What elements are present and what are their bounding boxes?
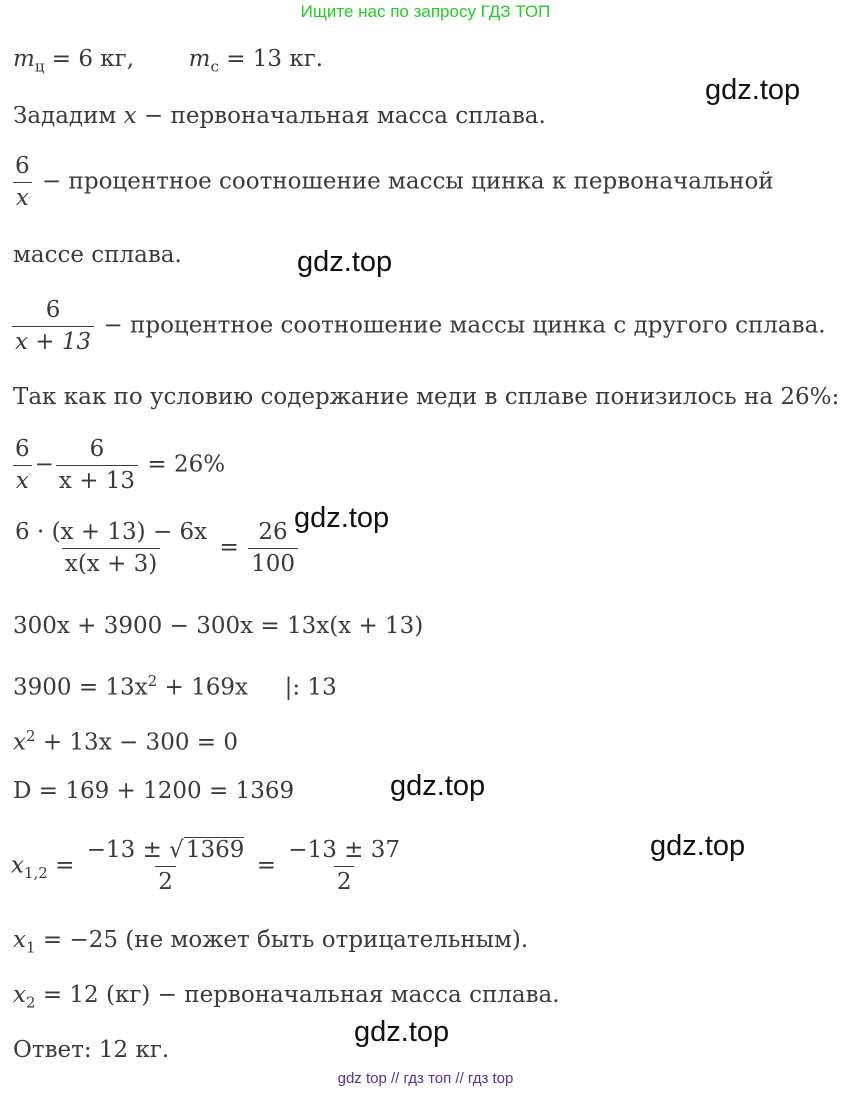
fraction-num: −13 ± √1369 [86, 837, 245, 863]
eq2-fraction-right [248, 518, 298, 579]
define-x-prefix: Зададим [13, 103, 117, 129]
ratio-1-cont: массе сплава. [13, 242, 182, 268]
eq5-rest: + 13x − 300 = 0 [42, 729, 238, 756]
fraction-6-over-x13 [12, 296, 94, 357]
roots-formula [11, 836, 405, 897]
answer: Ответ: 12 кг. [13, 1037, 170, 1063]
fraction-den: x [13, 465, 32, 496]
equation-1 [10, 435, 225, 496]
fraction-num: 26 [258, 519, 288, 545]
eq4-rest: + 169x [164, 674, 248, 701]
fraction-num: 6 · (x + 13) − 6x [15, 519, 208, 545]
fraction-den: 100 [248, 548, 298, 579]
watermark: gdz.top [294, 502, 390, 534]
discriminant: D = 169 + 1200 = 1369 [13, 778, 295, 804]
m-zinc-value: = 6 кг, [51, 46, 135, 72]
define-x-text: − первоначальная масса сплава. [143, 103, 546, 129]
fraction-num: 6 [15, 436, 30, 462]
eq7-fraction-37 [285, 836, 403, 897]
define-x-var: x [123, 103, 137, 129]
equation-2 [10, 518, 300, 579]
eq4-lhs: 3900 = 13x [13, 674, 148, 701]
eq7-equals-1: = [55, 852, 75, 879]
given-masses: $m_ц = 6$ кг, $m_с = 13$ кг. [13, 46, 324, 76]
eq2-equals: = [219, 534, 239, 561]
eq1-minus: − [34, 451, 54, 478]
equation-4 [13, 666, 337, 703]
eq1-fraction-a [12, 435, 33, 496]
eq9-subscript: 2 [25, 993, 36, 1012]
m-zinc-subscript: ц [34, 57, 45, 76]
watermark: gdz.top [650, 830, 746, 862]
eq8-var: x [13, 927, 26, 953]
fraction-6-over-x [12, 152, 33, 213]
eq7-var: x [11, 852, 24, 879]
watermark: gdz.top [297, 246, 393, 278]
root-1 [13, 925, 528, 963]
condition-text: Так как по условию содержание меди в сплаве понизилось на 26%: [13, 384, 840, 410]
eq9-var: x [13, 982, 26, 1008]
eq7-equals-2: = [256, 852, 276, 879]
fraction-den: x [13, 182, 32, 213]
sqrt-radicand: 1369 [185, 837, 245, 863]
fraction-den: x + 13 [12, 326, 94, 357]
ratio-2 [10, 296, 826, 357]
watermark: gdz.top [390, 770, 486, 802]
eq1-rhs: = 26% [147, 451, 226, 478]
eq2-fraction-left [12, 518, 210, 579]
fraction-num: −13 ± 37 [288, 837, 400, 863]
m-copper-value: = 13 кг. [226, 46, 324, 72]
ratio-2-text: − процентное соотношение массы цинка с другого сплава. [103, 312, 826, 339]
fraction-den: x(x + 3) [62, 548, 160, 579]
equation-3: 300x + 3900 − 300x = 13x(x + 13) [13, 613, 424, 639]
eq1-fraction-b [56, 435, 138, 496]
fraction-num: 6 [89, 436, 105, 462]
equation-5 [13, 721, 238, 758]
ratio-1-text: − процентное соотношение массы цинка к первоначальной [41, 168, 774, 195]
watermark: gdz.top [705, 74, 801, 106]
eq5-exponent: 2 [25, 727, 36, 745]
eq4-divide-note: |: 13 [284, 674, 337, 701]
fraction-num: 6 [15, 153, 30, 179]
footer-links: gdz top // гдз топ // гдз top [337, 1070, 514, 1087]
fraction-den: 2 [334, 866, 355, 897]
eq7-fraction-sqrt [84, 836, 248, 897]
root-2 [13, 980, 560, 1018]
define-x [13, 101, 546, 131]
eq9-text: = 12 (кг) − первоначальная масса сплава. [42, 982, 560, 1008]
fraction-den: x + 13 [56, 465, 138, 496]
fraction-den: 2 [155, 866, 176, 897]
fraction-num: 6 [45, 297, 61, 323]
ratio-1 [10, 152, 774, 213]
eq8-subscript: 1 [25, 938, 36, 957]
m-copper-subscript: с [210, 57, 219, 76]
eq4-exponent: 2 [147, 672, 158, 690]
eq8-text: = −25 (не может быть отрицательным). [42, 927, 529, 953]
eq5-var: x [13, 729, 26, 756]
watermark: gdz.top [354, 1016, 450, 1048]
eq7-subscript: 1,2 [23, 863, 48, 882]
top-banner: Ищите нас по запросу ГДЗ ТОП [300, 2, 551, 21]
